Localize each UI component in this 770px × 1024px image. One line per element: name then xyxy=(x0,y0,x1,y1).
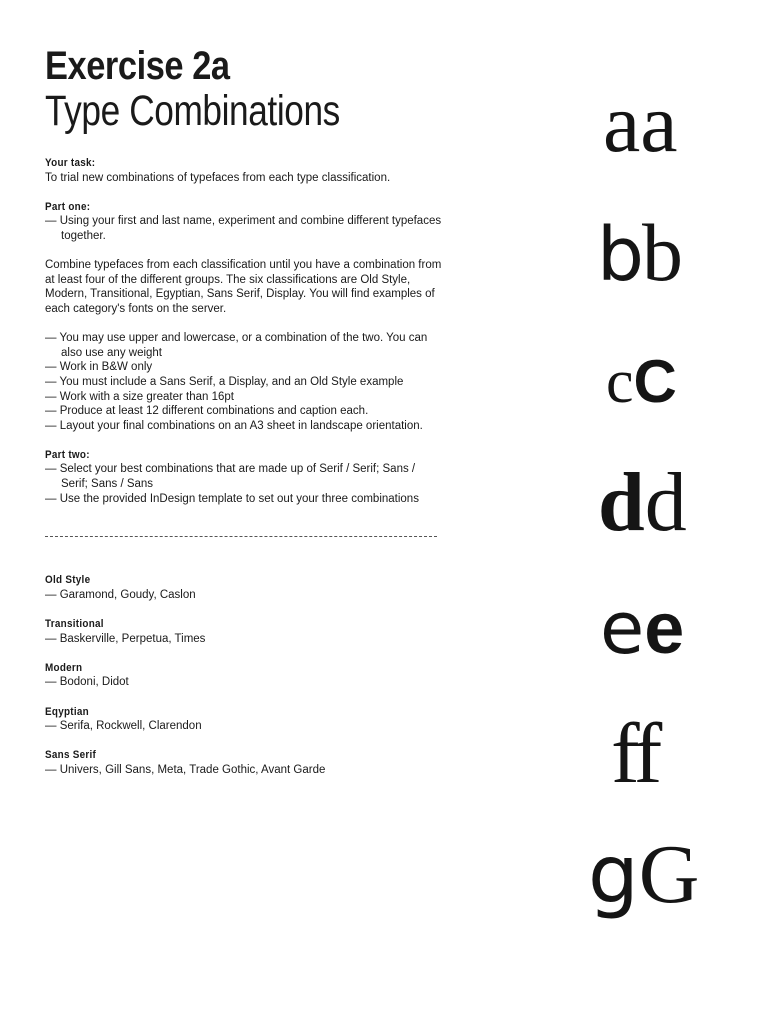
list-item: — You must include a Sans Serif, a Display, and an Old Style example xyxy=(45,375,404,388)
letter-pair-g xyxy=(588,830,699,920)
list-item: — Layout your final combinations on an A3 sheet in landscape orientation. xyxy=(45,419,423,432)
classification-item xyxy=(45,661,445,690)
classification-name: Eqyptian xyxy=(45,705,89,718)
letter-second: f xyxy=(633,705,657,801)
classification-examples: — Serifa, Rockwell, Clarendon xyxy=(45,720,202,733)
classification-examples: — Garamond, Goudy, Caslon xyxy=(45,588,196,601)
letter-pair-c xyxy=(606,348,677,416)
list-item: — Use the provided InDesign template to set out your three combinations xyxy=(45,492,419,505)
letter-second: b xyxy=(641,207,681,298)
classification-name: Sans Serif xyxy=(45,749,97,762)
list-item: — You may use upper and lowercase, or a combination of the two. You can also use any weight xyxy=(45,332,428,359)
classification-examples: — Baskerville, Perpetua, Times xyxy=(45,632,206,645)
part-one-paragraph: Combine typefaces from each classification until you have a combination from at least four of the different groups. The six classifications are Old Style, Modern, Transitional, Egyptian, Sans Serif, Display. You will find examples of each category's fonts on the server. xyxy=(45,259,442,315)
letter-pair-a xyxy=(603,77,678,170)
list-item: — Select your best combinations that are made up of Serif / Serif; Sans / Serif; Sans / Sans xyxy=(45,463,416,491)
exercise-sheet xyxy=(45,44,445,778)
letter-pair-b xyxy=(597,208,681,300)
part-two-heading: Part two: xyxy=(45,448,90,461)
letter-pair-e xyxy=(600,586,685,670)
classification-name: Modern xyxy=(45,661,83,674)
part-one-item: — Using your first and last name, experiment and combine different typefaces together. xyxy=(45,215,442,242)
page-title: Exercise 2a xyxy=(45,44,230,88)
letter-second: a xyxy=(640,77,678,170)
letter-pair-f xyxy=(611,705,657,801)
part-one-heading: Part one: xyxy=(45,200,91,213)
letter-second: d xyxy=(644,456,687,549)
task-text: To trial new combinations of typefaces from each type classification. xyxy=(45,171,391,184)
letter-first: g xyxy=(588,828,639,921)
list-item: — Work with a size greater than 16pt xyxy=(45,390,234,403)
letter-first: e xyxy=(600,586,645,670)
classification-item xyxy=(45,617,445,646)
letter-first: c xyxy=(606,348,634,416)
list-item: — Work in B&W only xyxy=(45,361,153,374)
classification-item xyxy=(45,705,445,734)
classification-item xyxy=(45,573,445,602)
page-subtitle: Type Combinations xyxy=(45,87,340,135)
letter-pair-d xyxy=(598,458,687,548)
classification-name: Transitional xyxy=(45,618,104,631)
classification-item xyxy=(45,748,445,777)
dashed-divider xyxy=(45,536,437,537)
letter-first: f xyxy=(611,705,634,801)
instructions xyxy=(45,156,445,778)
letter-first: b xyxy=(597,212,642,298)
task-heading: Your task: xyxy=(45,157,96,169)
letter-second: G xyxy=(638,828,700,921)
list-item: — Produce at least 12 different combinations and caption each. xyxy=(45,405,369,418)
letter-first: d xyxy=(598,456,645,549)
letter-second: e xyxy=(644,589,685,669)
letter-first: a xyxy=(603,77,641,170)
letter-second: C xyxy=(633,348,677,415)
classification-examples: — Bodoni, Didot xyxy=(45,676,129,689)
part-one-list xyxy=(45,331,445,433)
classification-list xyxy=(45,573,445,777)
classification-name: Old Style xyxy=(45,574,91,587)
classification-examples: — Univers, Gill Sans, Meta, Trade Gothic, Avant Garde xyxy=(45,763,326,776)
